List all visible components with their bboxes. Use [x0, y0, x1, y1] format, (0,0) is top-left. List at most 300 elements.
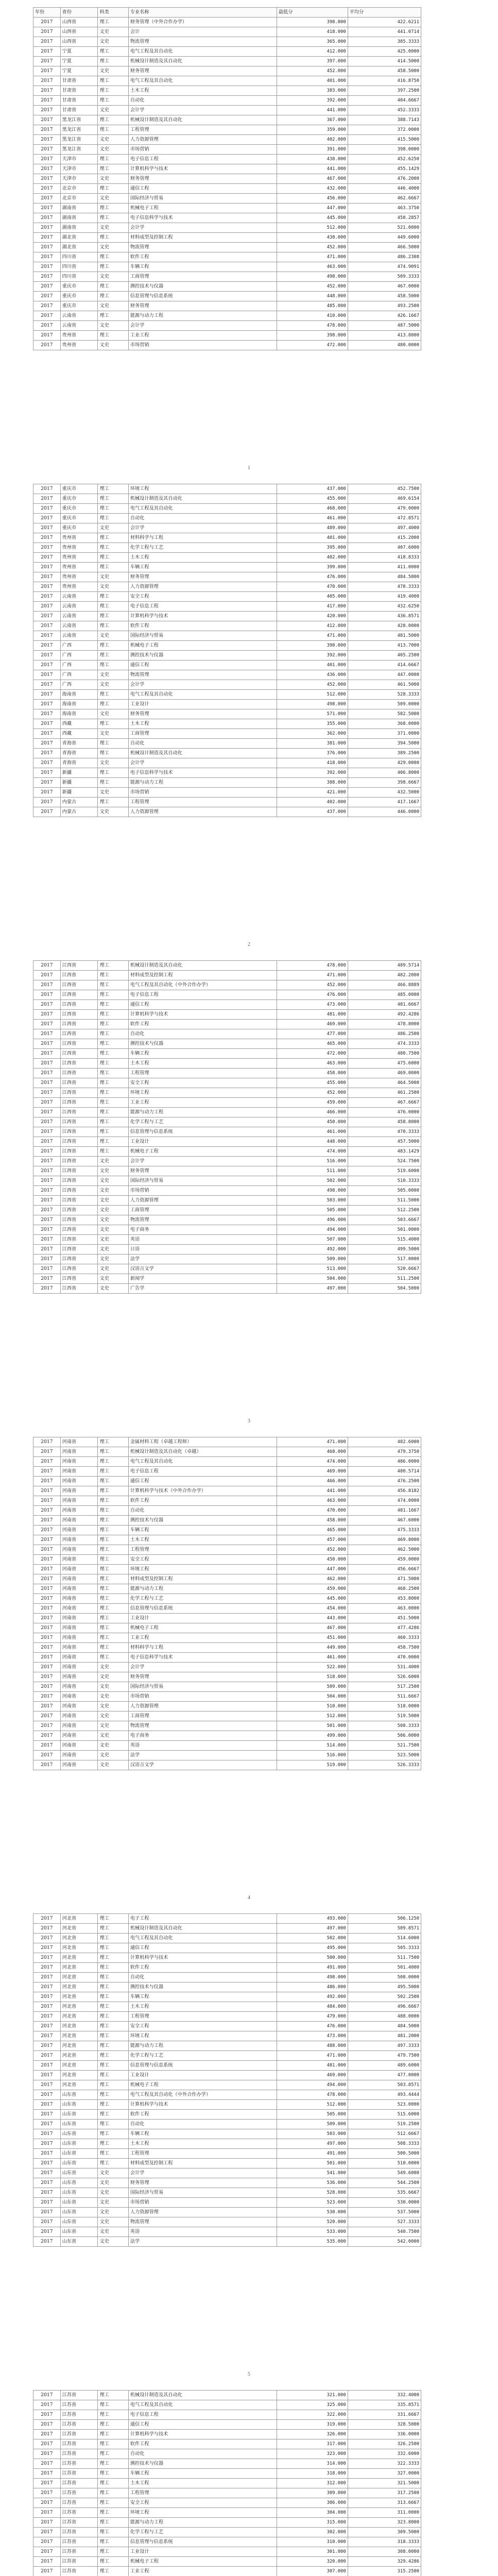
average-score-cell: 327.0000: [348, 2469, 421, 2479]
year-cell: 2017: [33, 1457, 61, 1467]
average-score-cell: 511.5000: [348, 1196, 421, 1206]
major-cell: 测控技术与仪器: [128, 1516, 277, 1526]
province-cell: 贵州省: [60, 331, 98, 341]
year-cell: 2017: [33, 27, 61, 37]
category-cell: 理工: [98, 2022, 128, 2031]
average-score-cell: 526.3333: [348, 1760, 421, 1770]
province-cell: 江苏省: [60, 2518, 98, 2528]
province-cell: 江苏省: [60, 2547, 98, 2557]
category-cell: 文史: [98, 1663, 128, 1672]
category-cell: 理工: [98, 690, 128, 700]
category-cell: 理工: [98, 533, 128, 543]
lowest-score-cell: 498.000: [277, 700, 348, 709]
lowest-score-cell: 522.000: [277, 1663, 348, 1672]
year-cell: 2017: [33, 1000, 61, 1010]
major-cell: 电子信息工程: [128, 990, 277, 1000]
table-row: [33, 582, 421, 592]
table-row: [33, 1914, 421, 1924]
province-cell: 河南省: [60, 1467, 98, 1477]
province-cell: 江西省: [60, 1245, 98, 1255]
province-cell: 江西省: [60, 1127, 98, 1137]
lowest-score-cell: 461.000: [277, 1127, 348, 1137]
province-cell: 山东省: [60, 2149, 98, 2159]
major-cell: 材料成型及控制工程: [128, 233, 277, 243]
average-score-cell: 428.0000: [348, 621, 421, 631]
category-cell: 文史: [98, 1215, 128, 1225]
average-score-cell: 315.2500: [348, 2567, 421, 2576]
major-cell: 车辆工程: [128, 262, 277, 272]
lowest-score-cell: 438.000: [277, 233, 348, 243]
lowest-score-cell: 450.000: [277, 1117, 348, 1127]
major-cell: 机械设计制造及其自动化（卓越）: [128, 1447, 277, 1457]
lowest-score-cell: 458.000: [277, 1069, 348, 1078]
year-cell: 2017: [33, 115, 61, 125]
province-cell: 重庆市: [60, 282, 98, 292]
year-cell: 2017: [33, 1943, 61, 1953]
table-row: [33, 602, 421, 612]
document-page: [0, 1430, 498, 1906]
average-score-cell: 519.6000: [348, 1166, 421, 1176]
year-cell: 2017: [33, 2410, 61, 2420]
lowest-score-cell: 516.000: [277, 1751, 348, 1760]
province-cell: 河南省: [60, 1437, 98, 1447]
province-cell: 河北省: [60, 2012, 98, 2022]
province-cell: 重庆市: [60, 504, 98, 514]
province-cell: 河北省: [60, 2080, 98, 2090]
lowest-score-cell: 452.000: [277, 1088, 348, 1098]
year-cell: 2017: [33, 2567, 61, 2576]
province-cell: 江西省: [60, 990, 98, 1000]
province-cell: 江苏省: [60, 2567, 98, 2576]
page-number: 2: [248, 942, 250, 947]
category-cell: 理工: [98, 1020, 128, 1029]
category-cell: 文史: [98, 1731, 128, 1741]
lowest-score-cell: 535.000: [277, 2237, 348, 2247]
table-row: [33, 768, 421, 778]
year-cell: 2017: [33, 1973, 61, 1982]
major-cell: 电气工程及其自动化: [128, 47, 277, 57]
average-score-cell: 512.6667: [348, 2129, 421, 2139]
category-cell: 文史: [98, 523, 128, 533]
province-cell: 山东省: [60, 2227, 98, 2237]
province-cell: 黑龙江省: [60, 135, 98, 145]
average-score-cell: 480.5714: [348, 1467, 421, 1477]
average-score-cell: 449.6000: [348, 233, 421, 243]
province-cell: 广西: [60, 641, 98, 651]
table-row: [33, 1010, 421, 1020]
major-cell: 自动化: [128, 2449, 277, 2459]
average-score-cell: 496.6667: [348, 2002, 421, 2012]
average-score-cell: 394.5000: [348, 739, 421, 749]
lowest-score-cell: 451.000: [277, 1633, 348, 1643]
average-score-cell: 510.0000: [348, 2159, 421, 2168]
major-cell: 信息管理与信息系统: [128, 2537, 277, 2547]
year-cell: 2017: [33, 2518, 61, 2528]
average-score-cell: 467.6667: [348, 1098, 421, 1108]
table-row: [33, 1672, 421, 1682]
table-row: [33, 1953, 421, 1963]
category-cell: 理工: [98, 1447, 128, 1457]
major-cell: 国际经济与贸易: [128, 2188, 277, 2198]
lowest-score-cell: 461.000: [277, 514, 348, 523]
table-row: [33, 1555, 421, 1565]
category-cell: 理工: [98, 592, 128, 602]
lowest-score-cell: 505.000: [277, 1206, 348, 1215]
province-cell: 山东省: [60, 2159, 98, 2168]
category-cell: 理工: [98, 204, 128, 213]
average-score-cell: 484.5000: [348, 2022, 421, 2031]
major-cell: 土木工程: [128, 1059, 277, 1069]
lowest-score-cell: 367.000: [277, 115, 348, 125]
year-cell: 2017: [33, 1049, 61, 1059]
major-cell: 工业设计: [128, 700, 277, 709]
table-row: [33, 2217, 421, 2227]
major-cell: 会计学: [128, 1663, 277, 1672]
table-row: [33, 1565, 421, 1574]
year-cell: 2017: [33, 1069, 61, 1078]
lowest-score-cell: 467.000: [277, 174, 348, 184]
year-cell: 2017: [33, 1741, 61, 1751]
category-cell: 理工: [98, 1992, 128, 2002]
major-cell: 工商管理: [128, 272, 277, 282]
province-cell: 河北省: [60, 1992, 98, 2002]
province-cell: 山东省: [60, 2100, 98, 2110]
major-cell: 软件工程: [128, 1963, 277, 1973]
table-row: [33, 631, 421, 641]
table-row: [33, 2518, 421, 2528]
lowest-score-cell: 468.000: [277, 504, 348, 514]
major-cell: 汉语言文学: [128, 1264, 277, 1274]
table-row: [33, 612, 421, 621]
lowest-score-cell: 512.000: [277, 2100, 348, 2110]
lowest-score-cell: 383.000: [277, 86, 348, 96]
lowest-score-cell: 472.000: [277, 341, 348, 350]
average-score-cell: 506.0000: [348, 1731, 421, 1741]
major-cell: 机械设计制造及其自动化: [128, 2391, 277, 2400]
lowest-score-cell: 497.000: [277, 1284, 348, 1294]
average-score-cell: 508.0000: [348, 1973, 421, 1982]
year-cell: 2017: [33, 1010, 61, 1020]
year-cell: 2017: [33, 807, 61, 817]
lowest-score-cell: 520.000: [277, 2217, 348, 2227]
lowest-score-cell: 461.000: [277, 1653, 348, 1663]
lowest-score-cell: 391.000: [277, 145, 348, 155]
year-cell: 2017: [33, 2041, 61, 2051]
year-cell: 2017: [33, 2508, 61, 2518]
major-cell: 人力资源管理: [128, 1196, 277, 1206]
table-row: [33, 2198, 421, 2208]
year-cell: 2017: [33, 174, 61, 184]
average-score-cell: 398.6667: [348, 778, 421, 788]
province-cell: 贵州省: [60, 533, 98, 543]
average-score-cell: 481.5000: [348, 631, 421, 641]
category-cell: 理工: [98, 2012, 128, 2022]
province-cell: 江苏省: [60, 2430, 98, 2439]
year-cell: 2017: [33, 504, 61, 514]
province-cell: 广西: [60, 670, 98, 680]
lowest-score-cell: 465.000: [277, 1526, 348, 1535]
year-cell: 2017: [33, 709, 61, 719]
province-cell: 云南省: [60, 321, 98, 331]
table-row: [33, 223, 421, 233]
category-cell: 理工: [98, 47, 128, 57]
province-cell: 河南省: [60, 1516, 98, 1526]
lowest-score-cell: 476.000: [277, 572, 348, 582]
average-score-cell: 404.6667: [348, 96, 421, 106]
province-cell: 江西省: [60, 1225, 98, 1235]
average-score-cell: 372.0000: [348, 125, 421, 135]
category-cell: 理工: [98, 768, 128, 778]
year-cell: 2017: [33, 1672, 61, 1682]
average-score-cell: 452.6250: [348, 155, 421, 164]
table-row: [33, 341, 421, 350]
province-cell: 西藏: [60, 729, 98, 739]
lowest-score-cell: 455.000: [277, 1078, 348, 1088]
category-cell: 文史: [98, 2208, 128, 2217]
average-score-cell: 478.8000: [348, 1020, 421, 1029]
average-score-cell: 501.4000: [348, 1963, 421, 1973]
province-cell: 湖北省: [60, 243, 98, 252]
year-cell: 2017: [33, 1614, 61, 1623]
year-cell: 2017: [33, 971, 61, 980]
table-row: [33, 1574, 421, 1584]
table-row: [33, 2120, 421, 2129]
table-row: [33, 1059, 421, 1069]
category-cell: 文史: [98, 1235, 128, 1245]
major-cell: 电子信息工程: [128, 155, 277, 164]
major-cell: 机械设计制造及其自动化: [128, 749, 277, 758]
year-cell: 2017: [33, 2420, 61, 2430]
year-cell: 2017: [33, 86, 61, 96]
category-cell: 理工: [98, 1535, 128, 1545]
year-cell: 2017: [33, 125, 61, 135]
major-cell: 工程管理: [128, 125, 277, 135]
province-cell: 山东省: [60, 2110, 98, 2120]
average-score-cell: 530.0000: [348, 2198, 421, 2208]
category-cell: 文史: [98, 194, 128, 204]
major-cell: 工程管理: [128, 798, 277, 807]
major-cell: 机械设计制造及其自动化: [128, 494, 277, 504]
category-cell: 文史: [98, 1741, 128, 1751]
year-cell: 2017: [33, 1653, 61, 1663]
category-cell: 理工: [98, 2400, 128, 2410]
average-score-cell: 476.2000: [348, 174, 421, 184]
average-score-cell: 481.6667: [348, 1000, 421, 1010]
lowest-score-cell: 421.000: [277, 788, 348, 798]
province-cell: 河南省: [60, 1682, 98, 1692]
province-cell: 江西省: [60, 1255, 98, 1264]
average-score-cell: 332.4000: [348, 2391, 421, 2400]
category-cell: 文史: [98, 301, 128, 311]
average-score-cell: 480.7500: [348, 1049, 421, 1059]
major-cell: 环境工程: [128, 1565, 277, 1574]
average-score-cell: 317.2500: [348, 2488, 421, 2498]
lowest-score-cell: 474.000: [277, 1147, 348, 1157]
province-cell: 宁夏: [60, 57, 98, 66]
year-cell: 2017: [33, 592, 61, 602]
lowest-score-cell: 320.000: [277, 2557, 348, 2567]
province-cell: 河南省: [60, 1506, 98, 1516]
page-number: 5: [248, 2371, 250, 2377]
province-cell: 河南省: [60, 1555, 98, 1565]
category-cell: 理工: [98, 971, 128, 980]
major-cell: 软件工程: [128, 2110, 277, 2120]
table-row: [33, 47, 421, 57]
category-cell: 理工: [98, 262, 128, 272]
year-cell: 2017: [33, 961, 61, 971]
lowest-score-cell: 459.000: [277, 1584, 348, 1594]
table-row: [33, 1127, 421, 1137]
province-cell: 江苏省: [60, 2488, 98, 2498]
major-cell: 人力资源管理: [128, 807, 277, 817]
table-row: [33, 2420, 421, 2430]
year-cell: 2017: [33, 311, 61, 321]
year-cell: 2017: [33, 1623, 61, 1633]
province-cell: 江西省: [60, 1117, 98, 1127]
lowest-score-cell: 498.000: [277, 1973, 348, 1982]
year-cell: 2017: [33, 543, 61, 553]
year-cell: 2017: [33, 1506, 61, 1516]
major-cell: 安全工程: [128, 2498, 277, 2508]
average-score-cell: 308.0000: [348, 2547, 421, 2557]
lowest-score-cell: 359.000: [277, 125, 348, 135]
category-cell: 理工: [98, 1078, 128, 1088]
average-score-cell: 313.6667: [348, 2498, 421, 2508]
category-cell: 文史: [98, 174, 128, 184]
province-cell: 天津市: [60, 164, 98, 174]
average-score-cell: 549.6000: [348, 2168, 421, 2178]
average-score-cell: 405.2500: [348, 651, 421, 660]
average-score-cell: 419.4000: [348, 592, 421, 602]
year-cell: 2017: [33, 2459, 61, 2469]
average-score-cell: 511.6667: [348, 1692, 421, 1702]
year-cell: 2017: [33, 1206, 61, 1215]
year-cell: 2017: [33, 1992, 61, 2002]
category-cell: 理工: [98, 1506, 128, 1516]
lowest-score-cell: 318.000: [277, 2469, 348, 2479]
lowest-score-cell: 397.000: [277, 57, 348, 66]
lowest-score-cell: 505.000: [277, 2110, 348, 2120]
major-cell: 国际经济与贸易: [128, 1176, 277, 1186]
table-row: [33, 106, 421, 115]
table-row: [33, 1614, 421, 1623]
year-cell: 2017: [33, 1235, 61, 1245]
category-cell: 理工: [98, 1555, 128, 1565]
category-cell: 文史: [98, 37, 128, 47]
province-cell: 宁夏: [60, 47, 98, 57]
category-cell: 文史: [98, 135, 128, 145]
year-cell: 2017: [33, 1663, 61, 1672]
average-score-cell: 512.2500: [348, 1206, 421, 1215]
table-row: [33, 1166, 421, 1176]
average-score-cell: 397.2500: [348, 86, 421, 96]
category-cell: 文史: [98, 572, 128, 582]
major-cell: 会计学: [128, 758, 277, 768]
lowest-score-cell: 512.000: [277, 690, 348, 700]
table-row: [33, 2100, 421, 2110]
year-cell: 2017: [33, 1535, 61, 1545]
category-cell: 文史: [98, 2227, 128, 2237]
major-cell: 软件工程: [128, 252, 277, 262]
province-cell: 河北省: [60, 1963, 98, 1973]
province-cell: 黑龙江省: [60, 115, 98, 125]
average-score-cell: 482.6000: [348, 1437, 421, 1447]
year-cell: 2017: [33, 2400, 61, 2410]
province-cell: 河北省: [60, 1934, 98, 1943]
table-row: [33, 1633, 421, 1643]
table-row: [33, 301, 421, 311]
table-row: [33, 2430, 421, 2439]
lowest-score-cell: 495.000: [277, 1943, 348, 1953]
province-cell: 江西省: [60, 1049, 98, 1059]
lowest-score-cell: 519.000: [277, 1760, 348, 1770]
average-score-cell: 523.5000: [348, 1751, 421, 1760]
province-cell: 江西省: [60, 1215, 98, 1225]
year-cell: 2017: [33, 76, 61, 86]
lowest-score-cell: 510.000: [277, 1702, 348, 1711]
province-cell: 江苏省: [60, 2439, 98, 2449]
lowest-score-cell: 392.000: [277, 96, 348, 106]
column-header-lowest: 最低分: [277, 8, 348, 18]
province-cell: 山西省: [60, 37, 98, 47]
table-row: [33, 1196, 421, 1206]
table-row: [33, 2237, 421, 2247]
lowest-score-cell: 410.000: [277, 311, 348, 321]
average-score-cell: 414.5000: [348, 57, 421, 66]
table-row: [33, 1098, 421, 1108]
year-cell: 2017: [33, 2217, 61, 2227]
major-cell: 财务管理: [128, 1672, 277, 1682]
province-cell: 河南省: [60, 1535, 98, 1545]
table-row: [33, 1477, 421, 1486]
category-cell: 理工: [98, 2547, 128, 2557]
average-score-cell: 488.0000: [348, 2012, 421, 2022]
category-cell: 理工: [98, 1069, 128, 1078]
category-cell: 文史: [98, 1274, 128, 1284]
major-cell: 国际经济与贸易: [128, 194, 277, 204]
province-cell: 江苏省: [60, 2420, 98, 2430]
year-cell: 2017: [33, 1078, 61, 1088]
average-score-cell: 318.3333: [348, 2537, 421, 2547]
province-cell: 新疆: [60, 788, 98, 798]
major-cell: 财务管理: [128, 1166, 277, 1176]
major-cell: 化学工程与工艺: [128, 2528, 277, 2537]
year-cell: 2017: [33, 739, 61, 749]
major-cell: 市场营销: [128, 1186, 277, 1196]
year-cell: 2017: [33, 582, 61, 592]
table-row: [33, 2479, 421, 2488]
category-cell: 文史: [98, 1702, 128, 1711]
major-cell: 土木工程: [128, 553, 277, 563]
average-score-cell: 413.8000: [348, 331, 421, 341]
year-cell: 2017: [33, 1059, 61, 1069]
table-row: [33, 719, 421, 729]
year-cell: 2017: [33, 1108, 61, 1117]
year-cell: 2017: [33, 1731, 61, 1741]
table-row: [33, 1982, 421, 1992]
major-cell: 工程管理: [128, 2012, 277, 2022]
lowest-score-cell: 454.000: [277, 1604, 348, 1614]
year-cell: 2017: [33, 1496, 61, 1506]
province-cell: 江苏省: [60, 2469, 98, 2479]
province-cell: 湖南省: [60, 213, 98, 223]
lowest-score-cell: 398.000: [277, 18, 348, 27]
major-cell: 会计学: [128, 1157, 277, 1166]
year-cell: 2017: [33, 690, 61, 700]
lowest-score-cell: 511.000: [277, 1166, 348, 1176]
table-row: [33, 543, 421, 553]
average-score-cell: 466.5000: [348, 243, 421, 252]
